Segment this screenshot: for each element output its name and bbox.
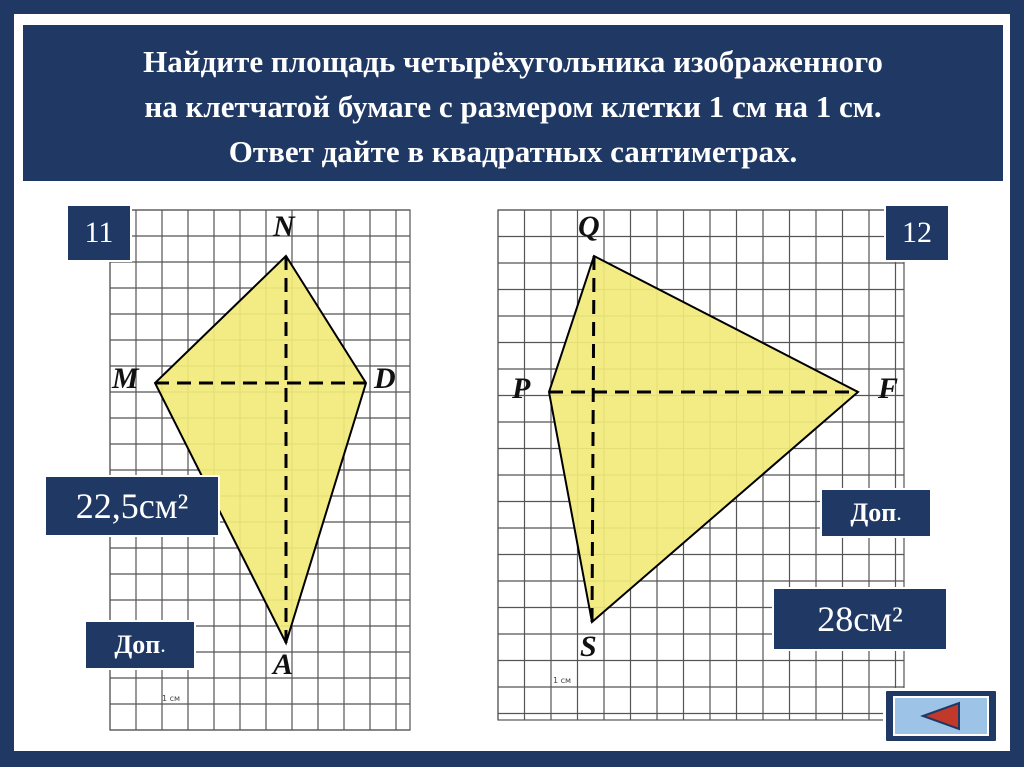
more-button-11[interactable]: [84, 620, 196, 670]
vertex-label-s: S: [580, 630, 597, 663]
more-dot-11: .: [160, 632, 166, 657]
more-button-12[interactable]: [820, 488, 932, 538]
vertex-label-m: M: [112, 362, 139, 395]
vertex-label-a: A: [273, 648, 294, 681]
task-line-1: Найдите площадь четырёхугольника изображенного: [143, 44, 883, 79]
answer-12: 28см²: [772, 587, 948, 651]
vertex-label-d: D: [374, 362, 396, 395]
more-label-11: Доп: [114, 630, 161, 659]
vertex-label-q: Q: [578, 210, 600, 243]
more-label-12: Доп: [850, 498, 897, 527]
more-dot-12: .: [896, 500, 902, 525]
back-button[interactable]: [883, 688, 999, 744]
scale-note-12: 1 см: [553, 676, 572, 685]
left-triangle-arrow-icon: [919, 700, 963, 732]
problem-number-11: 11: [66, 204, 132, 262]
answer-11: 22,5см²: [44, 475, 220, 537]
scale-note-11: 1 см: [162, 694, 181, 703]
vertex-label-p: P: [512, 372, 531, 405]
back-button-face[interactable]: [893, 696, 989, 736]
diagonal-qs-vertical: [592, 256, 594, 622]
vertex-label-n: N: [273, 210, 295, 243]
task-line-2: на клетчатой бумаге с размером клетки 1 см на 1 см.: [144, 89, 882, 124]
task-line-3: Ответ дайте в квадратных сантиметрах.: [228, 134, 798, 169]
vertex-label-f: F: [878, 372, 899, 405]
problem-number-12: 12: [884, 204, 950, 262]
